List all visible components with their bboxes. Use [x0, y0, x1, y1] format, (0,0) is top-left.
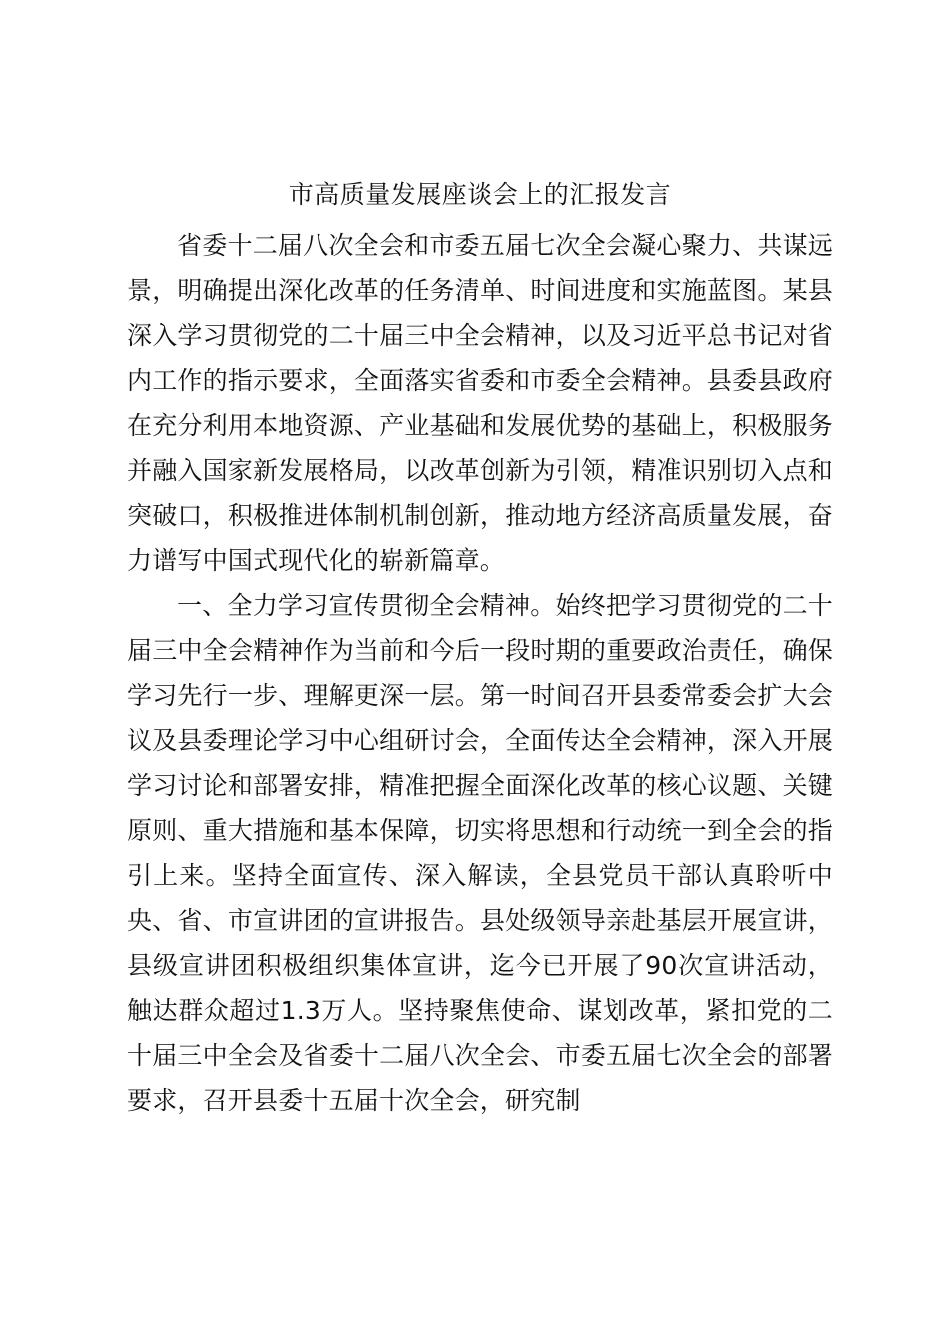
paragraph-intro: 省委十二届八次全会和市委五届七次全会凝心聚力、共谋远景，明确提出深化改革的任务清单、时间进度和实施蓝图。某县深入学习贯彻党的二十届三中全会精神，以及习近平总书记对省内工作的指示要求，全面落实省委和市委全会精神。县委县政府在充分利用本地资源、产业基础和发展优势的基础上，积极服务并融入国家新发展格局，以改革创新为引领，精准识别切入点和突破口，积极推进体制机制创新，推动地方经济高质量发展，奋力谱写中国式现代化的崭新篇章。 — [127, 231, 833, 575]
document-title: 市高质量发展座谈会上的汇报发言 — [288, 180, 672, 209]
paragraph-section-1: 一、全力学习宣传贯彻全会精神。始终把学习贯彻党的二十届三中全会精神作为当前和今后一段时期的重要政治责任，确保学习先行一步、理解更深一层。第一时间召开县委常委会扩大会议及县委理论学习中心组研讨会，全面传达全会精神，深入开展学习讨论和部署安排，精准把握全面深化改革的核心议题、关键原则、重大措施和基本保障，切实将思想和行动统一到全会的指引上来。坚持全面宣传、深入解读，全县党员干部认真聆听中央、省、市宣讲团的宣讲报告。县处级领导亲赴基层开展宣讲，县级宣讲团积极组织集体宣讲，迄今已开展了90次宣讲活动，触达群众超过1.3万人。坚持聚焦使命、谋划改革，紧扣党的二十届三中全会及省委十二届八次全会、市委五届七次全会的部署要求，召开县委十五届十次全会，研究制 — [127, 591, 833, 1115]
document-body — [127, 223, 833, 1123]
